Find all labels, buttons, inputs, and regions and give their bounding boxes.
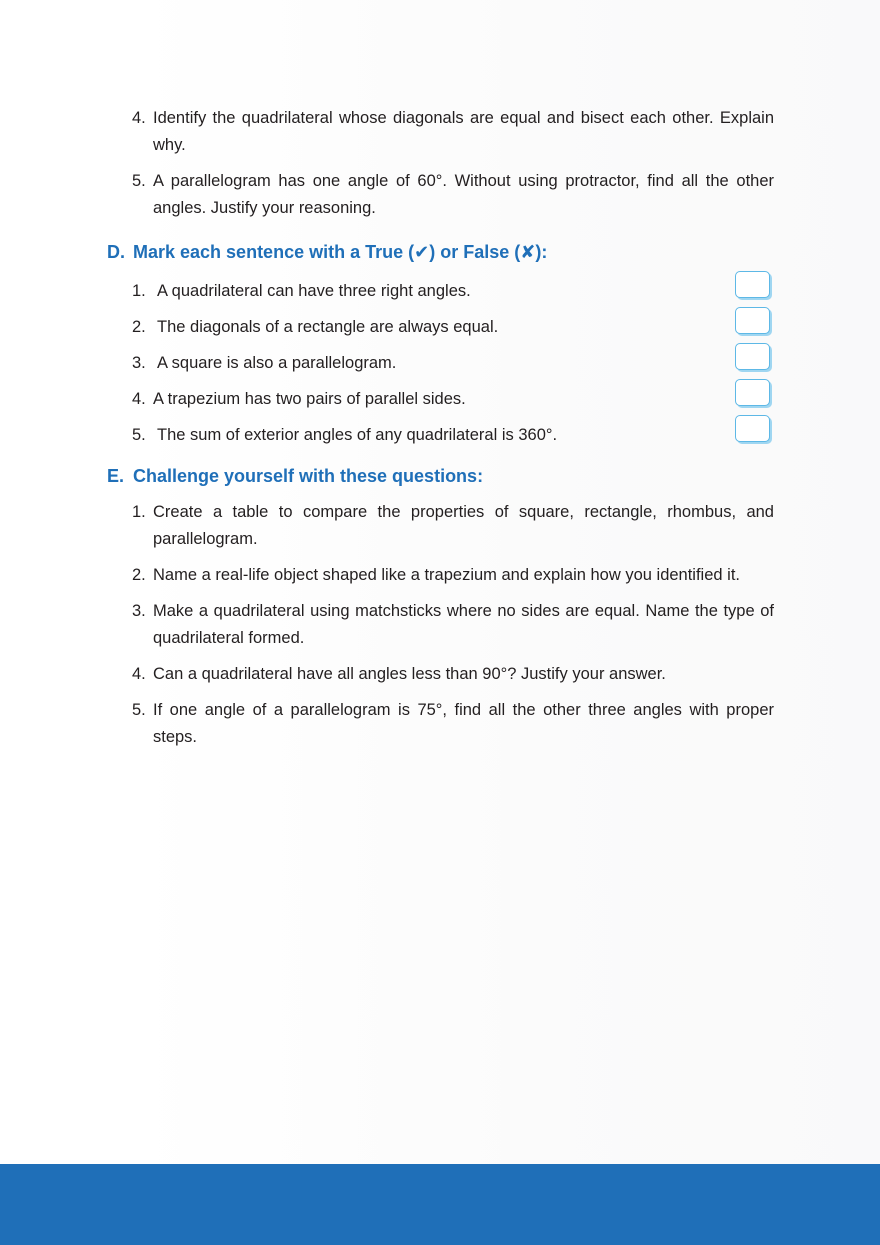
true-false-item [132,352,774,388]
section-d-heading [107,240,547,264]
footer-band [0,1164,880,1245]
section-e-heading [107,464,483,488]
question-item [132,697,774,751]
question-text: If one angle of a parallelogram is 75°, find all the other three angles with proper steps. [153,701,774,746]
question-text: A parallelogram has one angle of 60°. Without using protractor, find all the other angles. Justify your reasoning. [153,172,774,217]
answer-box[interactable] [735,343,770,370]
question-item [132,105,774,159]
heading-text: Challenge yourself with these questions: [133,466,484,486]
check-mark-icon: ✔ [414,242,430,262]
true-false-list [132,280,774,460]
heading-text-mid: ) or False ( [429,242,521,262]
true-false-item [132,424,774,460]
question-number: 1. [132,503,146,521]
question-text: Make a quadrilateral using matchsticks where no sides are equal. Name the type of quadrilateral formed. [153,602,774,647]
question-item [132,499,774,553]
true-false-item [132,388,774,424]
question-number: 2. [132,566,146,584]
question-text: Identify the quadrilateral whose diagonals are equal and bisect each other. Explain why. [153,109,774,154]
answer-box[interactable] [735,415,770,442]
section-letter: D. [107,242,125,262]
cross-mark-icon: ✘ [520,242,536,262]
answer-box[interactable] [735,379,770,406]
answer-box[interactable] [735,307,770,334]
question-number: 5. [132,701,146,719]
item-number: 4. [132,390,146,408]
question-item [132,598,774,652]
section-c-question-list [132,105,774,231]
item-statement: A trapezium has two pairs of parallel sides. [153,390,466,408]
item-number: 5. [132,426,146,444]
question-text: Create a table to compare the properties of square, rectangle, rhombus, and parallelogram. [153,503,774,548]
question-text: Can a quadrilateral have all angles less than 90°? Justify your answer. [153,665,666,683]
true-false-item [132,316,774,352]
item-statement: The diagonals of a rectangle are always equal. [157,318,499,336]
answer-box[interactable] [735,271,770,298]
item-statement: A square is also a parallelogram. [157,354,397,372]
true-false-item [132,280,774,316]
section-e-question-list [132,499,774,760]
question-item [132,562,774,589]
question-number: 4. [132,109,146,127]
question-item [132,661,774,688]
question-item [132,168,774,222]
heading-text-end: ): [535,242,548,262]
item-number: 2. [132,318,146,336]
heading-text-start: Mark each sentence with a True ( [133,242,415,262]
item-number: 3. [132,354,146,372]
question-text: Name a real-life object shaped like a trapezium and explain how you identified it. [153,566,740,584]
question-number: 3. [132,602,146,620]
question-number: 5. [132,172,146,190]
item-statement: A quadrilateral can have three right angles. [157,282,471,300]
section-letter: E. [107,466,125,486]
item-statement: The sum of exterior angles of any quadrilateral is 360°. [157,426,558,444]
item-number: 1. [132,282,146,300]
question-number: 4. [132,665,146,683]
